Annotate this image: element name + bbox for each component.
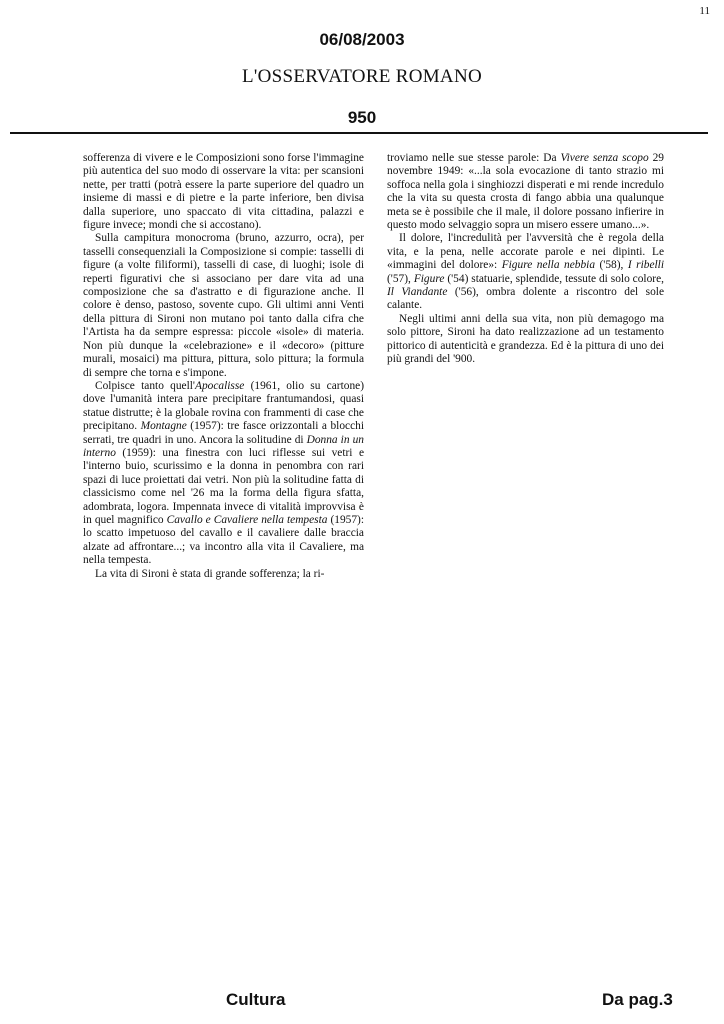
section-label: Cultura xyxy=(226,990,286,1009)
paragraph-text: ('57), xyxy=(387,272,414,285)
page-number: 11 xyxy=(699,5,710,17)
paragraph-text: ('58), xyxy=(595,259,628,272)
paragraph-text: (1959): una finestra con luci riflesse sui vetri e l'interno buio, scurissimo e la donna in penombra con rari spazi di luce proiettati dai vetri. Non più la solitudine fatta di classicismo come nel '26 ma la forma della figura sfatta, adombrata, logora. Impennata invece di vitalità improvvisa è in quel magnifico xyxy=(83,446,364,526)
artwork-title: Figure nella nebbia xyxy=(501,259,596,272)
article-column-left xyxy=(83,152,364,581)
artwork-title: Donna in un interno xyxy=(83,433,364,459)
paragraph-text: sofferenza di vivere e le Composizioni sono forse l'immagine più autentica del suo modo di osservare la vita: per scansioni nette, per tratti (potrà essere la parte superiore del quadro un insieme di massi e di pietre e la parte inferiore, ben divisa dalla superiore, uno spaccato di vita cittadina, palazzi e figure invece; mondi che si accostano). xyxy=(83,152,364,232)
header-rule xyxy=(10,132,708,134)
issue-number: 950 xyxy=(347,108,377,127)
publication-date: 06/08/2003 xyxy=(319,30,405,49)
continued-from-label: Da pag.3 xyxy=(602,990,673,1009)
artwork-title: Vivere senza scopo xyxy=(560,152,649,164)
paragraph-text: Sulla campitura monocroma (bruno, azzurro, ocra), per tasselli consequenziali la Composizione si compie: tasselli di figure (a volte filiformi), tasselli di case, di luoghi; isole di reperti figurativi che si associano per dare vita ad una composizione che sa d'astratto e di figurazione anche. Il colore è denso, pastoso, sovente cupo. Gli ultimi anni Venti della pittura di Sironi non mutano poi tanto dalla cifra che l'Artista ha da sempre espressa: piccole «isole» di materia. Non più dunque la «celebrazione» e il «decoro» (pitture murali, mosaici) ma pittura, pittura, solo pittura; la formula di sempre che torna e s'impone. xyxy=(83,232,364,379)
paragraph-text: troviamo nelle sue stesse parole: Da xyxy=(387,152,561,164)
article-paragraph xyxy=(83,380,364,568)
article-column-right xyxy=(387,152,664,367)
paragraph-text: (1961, olio su cartone) dove l'umanità intera pare precipitare frantumandosi, quasi statue distrutte; è la globale rovina con frammenti di case che precipitano. xyxy=(83,379,364,433)
paragraph-text: ('56), ombra dolente a riscontro del sole calante. xyxy=(387,286,665,312)
artwork-title: Il Viandante xyxy=(387,286,448,299)
artwork-title: I ribelli xyxy=(627,259,664,272)
paragraph-text: (1957): tre fasce orizzontali a blocchi serrati, tre quadri in uno. Ancora la solitudine di xyxy=(83,420,365,446)
paragraph-text: La vita di Sironi è stata di grande sofferenza; la ri- xyxy=(95,567,325,580)
paragraph-text: ('54) statuarie, splendide, tessute di solo colore, xyxy=(444,272,664,285)
paragraph-text: Il dolore, l'incredulità per l'avversità che è regola della vita, e la pena, nelle accorate parole e nei dipinti. Le «immagini del dolore»: xyxy=(387,232,664,272)
article-paragraph xyxy=(387,152,664,232)
newspaper-masthead: L'OSSERVATORE ROMANO xyxy=(242,66,482,87)
article-paragraph xyxy=(387,313,664,367)
article-paragraph xyxy=(83,232,364,379)
artwork-title: Figure xyxy=(413,272,445,285)
artwork-title: Cavallo e Cavaliere nella tempesta xyxy=(166,513,328,526)
paragraph-text: Negli ultimi anni della sua vita, non più demagogo ma solo pittore, Sironi ha dato realizzazione ad un testamento pittorico di autenticità e grandezza. Ed è la pittura di uno dei più grandi del '900. xyxy=(387,312,664,366)
paragraph-text: 29 novembre 1949: «...la sola evocazione di tanto strazio mi soffoca nella gola i singhiozzi disperati e mi rende incredulo che la vita su questa crosta di fango abbia una qualunque meta se è possibile che il male, il dolore possano infierire in questo modo selvaggio sopra un misero essere umano...». xyxy=(387,152,665,232)
artwork-title: Montagne xyxy=(140,420,187,433)
article-paragraph xyxy=(83,568,364,581)
paragraph-text: Colpisce tanto quell' xyxy=(95,379,195,392)
artwork-title: Apocalisse xyxy=(195,379,245,392)
article-paragraph xyxy=(83,152,364,232)
paragraph-text: (1957): lo scatto impetuoso del cavallo e il cavaliere dalle braccia alzate ad affrontare...; va incontro alla vita il Cavaliere, ma nella tempesta. xyxy=(83,513,364,567)
article-paragraph xyxy=(387,232,664,312)
